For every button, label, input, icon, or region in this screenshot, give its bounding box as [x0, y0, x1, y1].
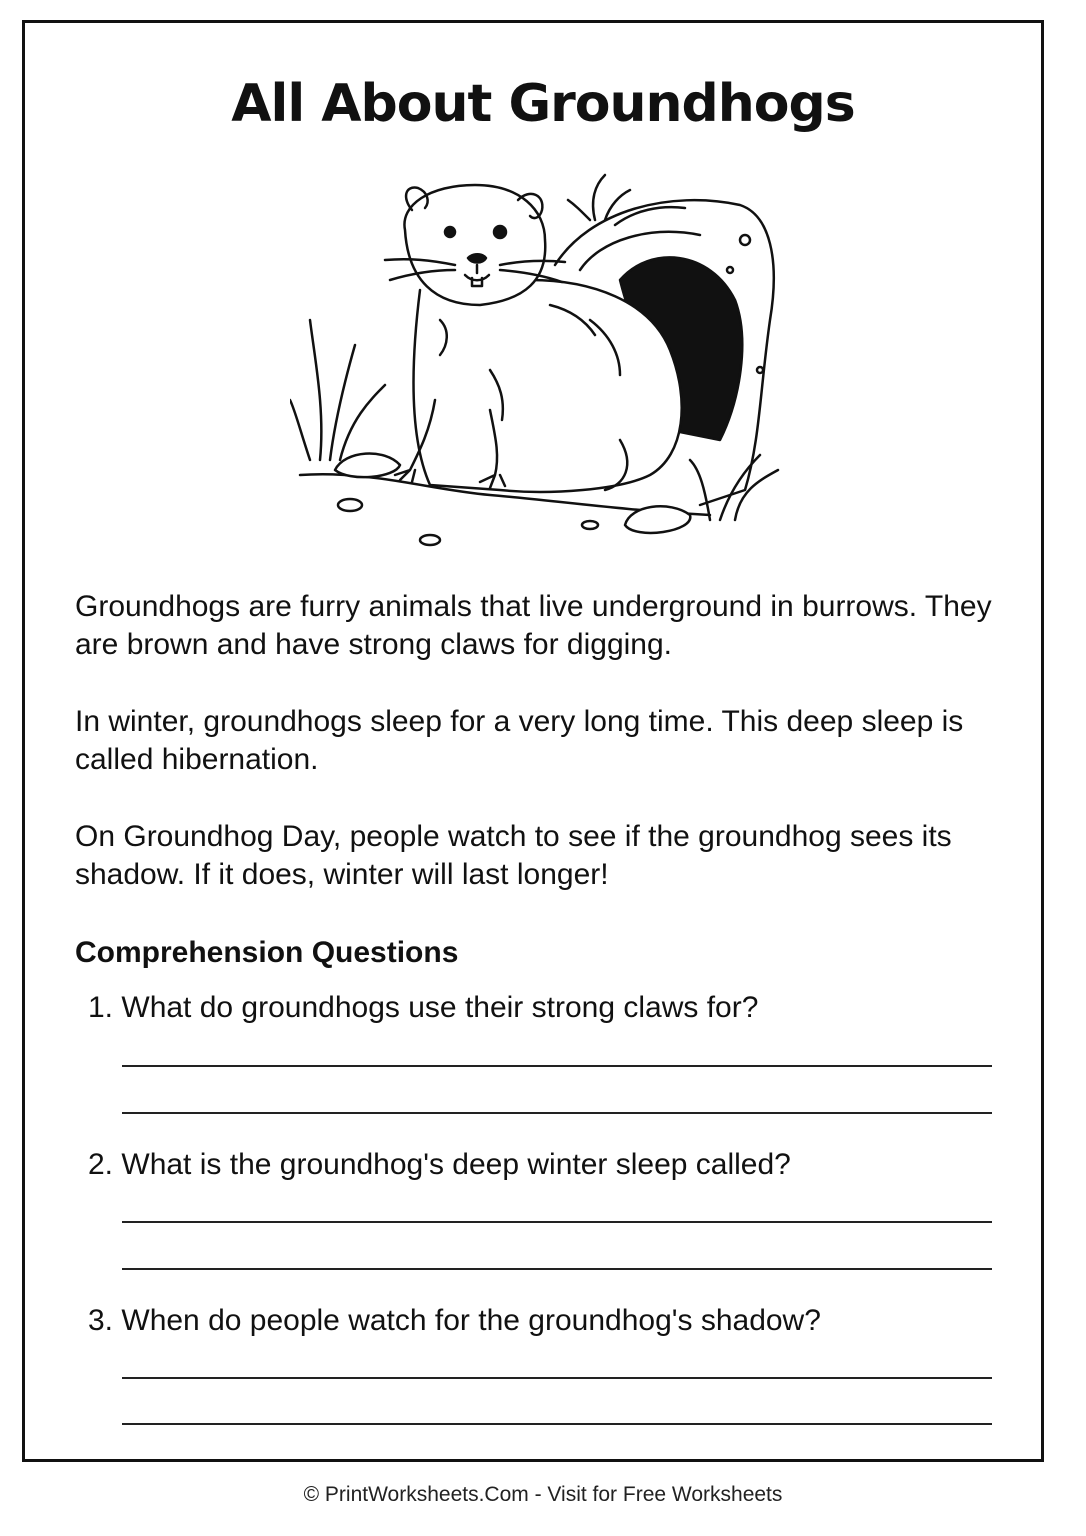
- footer-credit: © PrintWorksheets.Com - Visit for Free Worksheets: [303, 1483, 783, 1506]
- groundhog-illustration: [290, 170, 790, 560]
- question-1: [88, 988, 1008, 1028]
- question-number: 3.: [88, 1304, 114, 1337]
- paragraph-groundhog-day: On Groundhog Day, people watch to see if the groundhog sees its shadow. If it does, winter will last longer!: [75, 820, 952, 891]
- question-number: 1.: [88, 991, 114, 1024]
- question-2: [88, 1145, 1008, 1185]
- answer-line-1a[interactable]: [122, 1065, 992, 1067]
- answer-line-1b[interactable]: [122, 1112, 992, 1114]
- paragraph-hibernation: In winter, groundhogs sleep for a very long time. This deep sleep is called hibernation.: [75, 705, 964, 776]
- question-number: 2.: [88, 1148, 114, 1181]
- question-text: What do groundhogs use their strong claws for?: [121, 991, 759, 1024]
- paragraph-claws: Groundhogs are furry animals that live underground in burrows. They are brown and have strong claws for digging.: [75, 590, 992, 661]
- question-3: [88, 1301, 1008, 1341]
- question-text: What is the groundhog's deep winter sleep called?: [121, 1148, 791, 1181]
- answer-line-2b[interactable]: [122, 1268, 992, 1270]
- answer-line-2a[interactable]: [122, 1221, 992, 1223]
- answer-line-3a[interactable]: [122, 1377, 992, 1379]
- answer-line-3b[interactable]: [122, 1423, 992, 1425]
- worksheet-title: All About Groundhogs: [231, 74, 855, 134]
- questions-heading: Comprehension Questions: [75, 936, 459, 969]
- question-text: When do people watch for the groundhog's shadow?: [121, 1304, 821, 1337]
